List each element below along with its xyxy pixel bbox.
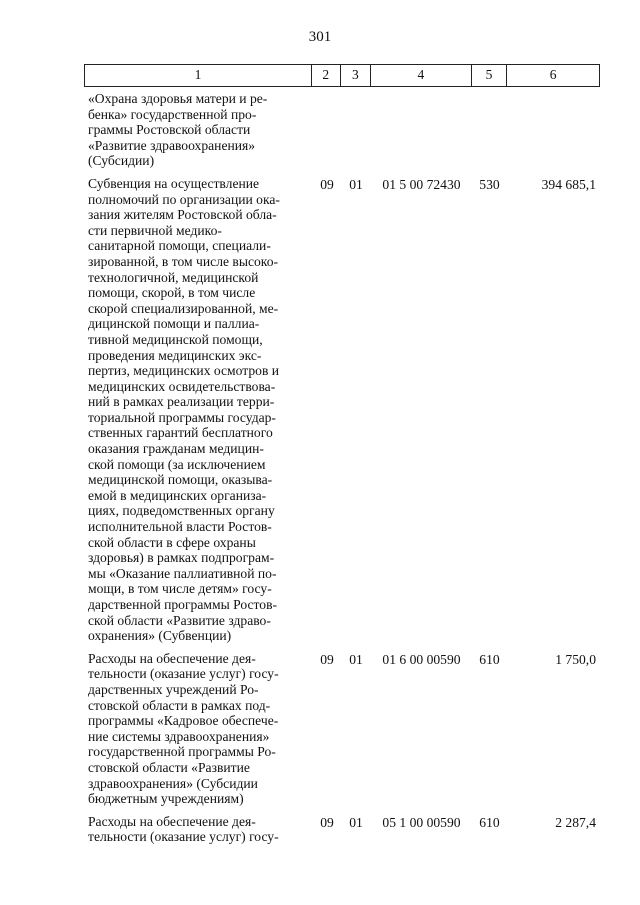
description-line: зания жителям Ростовской обла-: [88, 207, 277, 223]
description-line: ний в рамках реализации терри-: [88, 394, 275, 410]
description-line: зированной, в том числе высоко-: [88, 253, 279, 269]
description-line: проведения медицинских экс-: [88, 347, 262, 363]
row-expense-type: 530: [479, 176, 500, 192]
description-line: дарственных учреждений Ро-: [88, 681, 259, 697]
row-target-article: [371, 91, 472, 169]
row-subsection-code: 01: [349, 651, 363, 667]
description-line: мощи, в том числе детям» госу-: [88, 581, 272, 597]
header-col-3: 3: [341, 65, 372, 86]
description-line: Субвенция на осуществление: [88, 175, 260, 191]
description-line: тельности (оказание услуг) госу-: [88, 829, 279, 845]
row-expense-type: [472, 91, 507, 169]
description-line: циях, подведомственных органу: [88, 503, 275, 519]
table-row: [84, 814, 600, 845]
table-row: [84, 91, 600, 169]
description-line: стовской области в рамках под-: [88, 697, 271, 713]
row-description: [84, 651, 313, 807]
description-line: санитарной помощи, специали-: [88, 238, 271, 254]
description-line: медицинских освидетельствова-: [88, 378, 276, 394]
header-col-4: 4: [371, 65, 472, 86]
row-amount: 2 287,4: [555, 814, 596, 830]
description-line: исполнительной власти Ростов-: [88, 519, 272, 535]
row-amount: 394 685,1: [541, 176, 596, 192]
header-col-5: 5: [472, 65, 508, 86]
description-line: пертиз, медицинских осмотров и: [88, 363, 280, 379]
description-line: емой в медицинских организа-: [88, 487, 267, 503]
row-description: [84, 814, 313, 845]
row-subsection-code: [341, 91, 371, 169]
description-line: Расходы на обеспечение дея-: [88, 650, 256, 666]
row-section-code: 09: [320, 176, 334, 192]
description-line: скорой специализированной, ме-: [88, 300, 279, 316]
header-col-6: 6: [507, 65, 600, 86]
description-line: ской области «Развитие здраво-: [88, 612, 271, 628]
table-row: [84, 176, 600, 644]
row-target-article: 01 6 00 00590: [382, 651, 461, 667]
description-line: бюджетным учреждениям): [88, 791, 244, 807]
description-line: дарственной программы Ростов-: [88, 597, 278, 612]
description-line: мы «Оказание паллиативной по-: [88, 565, 277, 581]
description-line: тельности (оказание услуг) госу-: [88, 666, 279, 682]
description-line: медицинской помощи, оказыва-: [88, 472, 273, 488]
description-line: программы «Кадровое обеспече-: [88, 713, 279, 729]
description-line: здоровья) в рамках подпрограм-: [88, 550, 275, 566]
row-description: [84, 176, 313, 644]
description-line: ториальной программы государ-: [88, 409, 276, 425]
description-line: помощи, скорой, в том числе: [88, 285, 256, 301]
table-header-row: [84, 64, 600, 87]
description-line: бенка» государственной про-: [88, 106, 257, 122]
description-line: полномочий по организации ока-: [88, 191, 280, 207]
budget-table: [84, 64, 600, 845]
description-line: ской помощи (за исключением: [88, 456, 266, 472]
row-expense-type: 610: [479, 651, 500, 667]
description-line: оказания гражданам медицин-: [88, 441, 264, 457]
row-expense-type: 610: [479, 814, 500, 830]
description-line: граммы Ростовской области: [88, 122, 251, 138]
description-line: «Охрана здоровья матери и ре-: [88, 91, 268, 106]
row-description: [84, 91, 313, 169]
description-line: стовской области «Развитие: [88, 759, 250, 775]
description-line: дицинской помощи и паллиа-: [88, 316, 260, 332]
description-line: ние системы здравоохранения»: [88, 728, 270, 744]
page-number: 301: [308, 29, 332, 45]
description-line: ственных гарантий бесплатного: [88, 425, 273, 441]
description-line: технологичной, медицинской: [88, 269, 259, 285]
row-target-article: 01 5 00 72430: [382, 176, 461, 192]
row-amount: [507, 91, 600, 169]
description-line: государственной программы Ро-: [88, 744, 276, 760]
description-line: тивной медицинской помощи,: [88, 331, 263, 347]
description-line: охранения» (Субвенции): [88, 628, 232, 644]
table-row: [84, 651, 600, 807]
row-subsection-code: 01: [349, 814, 363, 830]
header-col-2: 2: [312, 65, 341, 86]
row-section-code: 09: [320, 814, 334, 830]
description-line: «Развитие здравоохранения»: [88, 137, 256, 153]
description-line: здравоохранения» (Субсидии: [88, 775, 258, 791]
description-line: (Субсидии): [88, 153, 155, 169]
row-target-article: 05 1 00 00590: [382, 814, 461, 830]
description-line: ской области в сфере охраны: [88, 534, 256, 550]
row-section-code: [313, 91, 341, 169]
row-section-code: 09: [320, 651, 334, 667]
table-body: [84, 91, 600, 845]
row-amount: 1 750,0: [555, 651, 596, 667]
row-subsection-code: 01: [349, 176, 363, 192]
description-line: Расходы на обеспечение дея-: [88, 813, 256, 829]
header-col-1: 1: [85, 65, 312, 86]
description-line: сти первичной медико-: [88, 222, 222, 238]
